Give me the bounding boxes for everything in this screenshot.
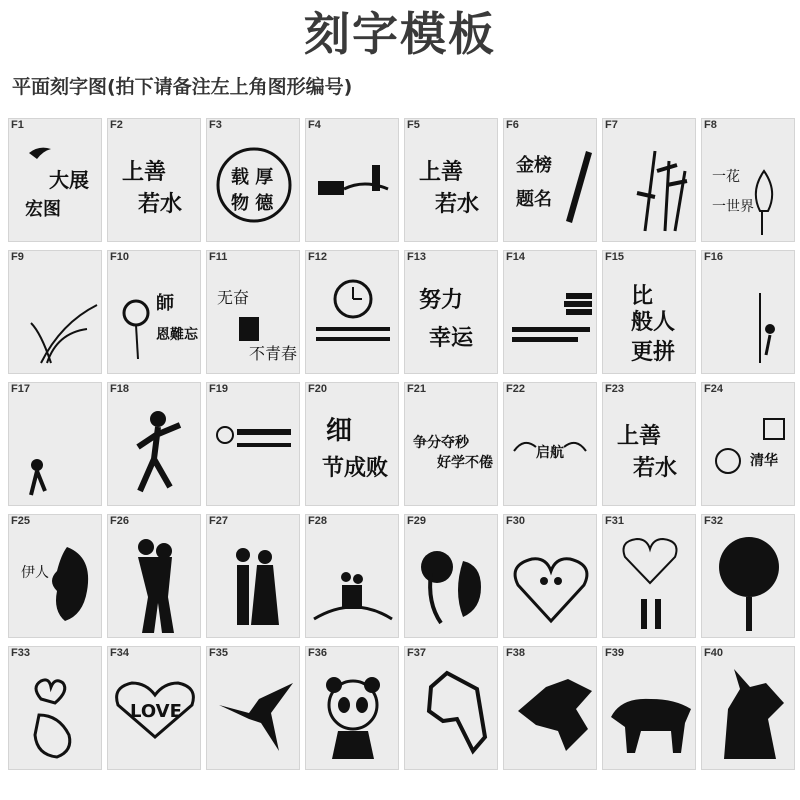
tile-code: F37 xyxy=(407,647,426,659)
template-tile-f36[interactable] xyxy=(305,646,399,770)
svg-text:节成败: 节成败 xyxy=(322,456,389,481)
tile-code: F23 xyxy=(605,383,624,395)
tile-code: F20 xyxy=(308,383,327,395)
wolf-icon xyxy=(704,659,794,767)
tile-code: F35 xyxy=(209,647,228,659)
svg-text:一花: 一花 xyxy=(712,169,740,185)
wings-icon xyxy=(506,395,596,503)
svg-text:比: 比 xyxy=(631,284,654,309)
heart-couple-icon xyxy=(506,527,596,635)
tile-code: F15 xyxy=(605,251,624,263)
template-tile-f32[interactable] xyxy=(701,514,795,638)
face-profile-icon xyxy=(11,527,101,635)
tile-code: F13 xyxy=(407,251,426,263)
books-icon xyxy=(506,263,596,371)
template-tile-f3[interactable] xyxy=(206,118,300,242)
tile-code: F33 xyxy=(11,647,30,659)
template-tile-f35[interactable] xyxy=(206,646,300,770)
template-tile-f21[interactable] xyxy=(404,382,498,506)
tile-code: F38 xyxy=(506,647,525,659)
fist-icon xyxy=(209,263,299,371)
tile-code: F3 xyxy=(209,119,222,131)
svg-text:物 德: 物 德 xyxy=(231,193,274,214)
template-tile-f4[interactable] xyxy=(305,118,399,242)
tile-code: F19 xyxy=(209,383,228,395)
tile-code: F40 xyxy=(704,647,723,659)
template-tile-f31[interactable] xyxy=(602,514,696,638)
tile-code: F34 xyxy=(110,647,129,659)
tile-code: F36 xyxy=(308,647,327,659)
orchid-icon xyxy=(11,263,101,371)
template-tile-f12[interactable] xyxy=(305,250,399,374)
tile-code: F2 xyxy=(110,119,123,131)
rose-icon xyxy=(110,263,200,371)
finger-heart-icon xyxy=(11,659,101,767)
svg-text:若水: 若水 xyxy=(435,192,480,217)
template-tile-f23[interactable] xyxy=(602,382,696,506)
tile-code: F31 xyxy=(605,515,624,527)
text-icon xyxy=(407,395,497,503)
tile-code: F6 xyxy=(506,119,519,131)
svg-text:清华: 清华 xyxy=(750,453,778,469)
template-tile-f39[interactable] xyxy=(602,646,696,770)
svg-text:若水: 若水 xyxy=(633,456,678,481)
tile-code: F9 xyxy=(11,251,24,263)
tile-code: F26 xyxy=(110,515,129,527)
tile-code: F30 xyxy=(506,515,525,527)
svg-text:更拼: 更拼 xyxy=(631,340,676,365)
template-tile-f19[interactable] xyxy=(206,382,300,506)
template-tile-f29[interactable] xyxy=(404,514,498,638)
svg-text:上善: 上善 xyxy=(419,160,464,185)
template-tile-f24[interactable] xyxy=(701,382,795,506)
tile-code: F29 xyxy=(407,515,426,527)
tile-code: F25 xyxy=(11,515,30,527)
svg-text:不青春: 不青春 xyxy=(249,344,298,363)
tile-code: F39 xyxy=(605,647,624,659)
bold-text-icon xyxy=(308,395,398,503)
together-forever-icon xyxy=(605,527,695,635)
template-tile-f37[interactable] xyxy=(404,646,498,770)
dragon-icon xyxy=(506,659,596,767)
template-tile-f7[interactable] xyxy=(602,118,696,242)
template-tile-f18[interactable] xyxy=(107,382,201,506)
svg-text:努力: 努力 xyxy=(419,288,464,313)
couple-hill-icon xyxy=(308,527,398,635)
heart-tree-icon xyxy=(704,527,794,635)
svg-text:恩難忘: 恩難忘 xyxy=(156,327,198,343)
climber-icon xyxy=(704,263,794,371)
bird-calligraphy-icon xyxy=(11,131,101,239)
template-tile-f26[interactable] xyxy=(107,514,201,638)
tile-code: F14 xyxy=(506,251,525,263)
couple-hug-icon xyxy=(110,527,200,635)
template-tile-f22[interactable] xyxy=(503,382,597,506)
template-tile-f5[interactable] xyxy=(404,118,498,242)
tile-code: F17 xyxy=(11,383,30,395)
template-tile-f17[interactable] xyxy=(8,382,102,506)
svg-text:无奋: 无奋 xyxy=(217,288,250,307)
tile-code: F11 xyxy=(209,251,228,263)
tile-code: F27 xyxy=(209,515,228,527)
tile-code: F32 xyxy=(704,515,723,527)
horse-icon xyxy=(407,659,497,767)
template-tile-f30[interactable] xyxy=(503,514,597,638)
template-tile-f28[interactable] xyxy=(305,514,399,638)
svg-text:大展: 大展 xyxy=(49,168,89,192)
panda-icon xyxy=(308,659,398,767)
smile-fist-icon xyxy=(704,395,794,503)
tile-code: F7 xyxy=(605,119,618,131)
couple-icon xyxy=(209,527,299,635)
template-tile-f9[interactable] xyxy=(8,250,102,374)
calligraphy-icon xyxy=(110,131,200,239)
couple-kiss-icon xyxy=(407,527,497,635)
lotus-icon xyxy=(704,131,794,239)
svg-text:上善: 上善 xyxy=(122,160,167,185)
calligraphy-icon xyxy=(605,395,695,503)
bamboo-icon xyxy=(605,131,695,239)
svg-text:题名: 题名 xyxy=(516,189,552,210)
svg-text:師: 師 xyxy=(156,293,174,314)
template-tile-f13[interactable] xyxy=(404,250,498,374)
template-tile-f1[interactable] xyxy=(8,118,102,242)
svg-text:载 厚: 载 厚 xyxy=(231,167,274,188)
tile-code: F4 xyxy=(308,119,321,131)
svg-text:金榜: 金榜 xyxy=(516,155,552,176)
vertical-text-icon xyxy=(605,263,695,371)
tile-code: F28 xyxy=(308,515,327,527)
template-tile-f16[interactable] xyxy=(701,250,795,374)
tile-code: F22 xyxy=(506,383,525,395)
bulb-icon xyxy=(209,395,299,503)
tile-code: F16 xyxy=(704,251,723,263)
template-tile-f6[interactable] xyxy=(503,118,597,242)
template-tile-f10[interactable] xyxy=(107,250,201,374)
svg-text:争分夺秒: 争分夺秒 xyxy=(413,435,469,451)
svg-text:若水: 若水 xyxy=(138,192,183,217)
banner-text-icon xyxy=(407,263,497,371)
template-tile-f25[interactable] xyxy=(8,514,102,638)
tile-code: F8 xyxy=(704,119,717,131)
runner-icon xyxy=(11,395,101,503)
template-tile-f40[interactable] xyxy=(701,646,795,770)
tile-code: F10 xyxy=(110,251,129,263)
hummingbird-icon xyxy=(209,659,299,767)
tile-code: F18 xyxy=(110,383,129,395)
svg-text:上善: 上善 xyxy=(617,424,662,449)
template-grid xyxy=(8,118,800,798)
page-subtitle: 平面刻字图(拍下请备注左上角图形编号) xyxy=(12,76,353,98)
svg-text:好学不倦: 好学不倦 xyxy=(437,455,493,471)
svg-text:般人: 般人 xyxy=(631,310,676,335)
books-banner-icon xyxy=(308,131,398,239)
love-hearts-icon xyxy=(110,659,200,767)
brush-icon xyxy=(506,131,596,239)
svg-text:LOVE: LOVE xyxy=(130,701,182,722)
template-tile-f20[interactable] xyxy=(305,382,399,506)
svg-text:宏图: 宏图 xyxy=(25,199,61,220)
svg-text:幸运: 幸运 xyxy=(429,326,474,351)
tile-code: F1 xyxy=(11,119,24,131)
circle-seal-icon xyxy=(209,131,299,239)
template-tile-f8[interactable] xyxy=(701,118,795,242)
template-tile-f34[interactable] xyxy=(107,646,201,770)
tile-code: F12 xyxy=(308,251,327,263)
svg-text:一世界: 一世界 xyxy=(712,199,754,215)
tiger-icon xyxy=(605,659,695,767)
dancer-icon xyxy=(110,395,200,503)
template-tile-f33[interactable] xyxy=(8,646,102,770)
template-tile-f14[interactable] xyxy=(503,250,597,374)
template-tile-f38[interactable] xyxy=(503,646,597,770)
svg-text:伊人: 伊人 xyxy=(21,565,49,581)
template-tile-f15[interactable] xyxy=(602,250,696,374)
template-tile-f11[interactable] xyxy=(206,250,300,374)
page-title: 刻字模板 xyxy=(304,7,496,61)
template-tile-f2[interactable] xyxy=(107,118,201,242)
template-tile-f27[interactable] xyxy=(206,514,300,638)
svg-text:启航: 启航 xyxy=(536,445,564,461)
tile-code: F5 xyxy=(407,119,420,131)
tile-code: F24 xyxy=(704,383,723,395)
calligraphy-icon xyxy=(407,131,497,239)
clock-icon xyxy=(308,263,398,371)
tile-code: F21 xyxy=(407,383,426,395)
svg-text:细: 细 xyxy=(326,416,353,446)
